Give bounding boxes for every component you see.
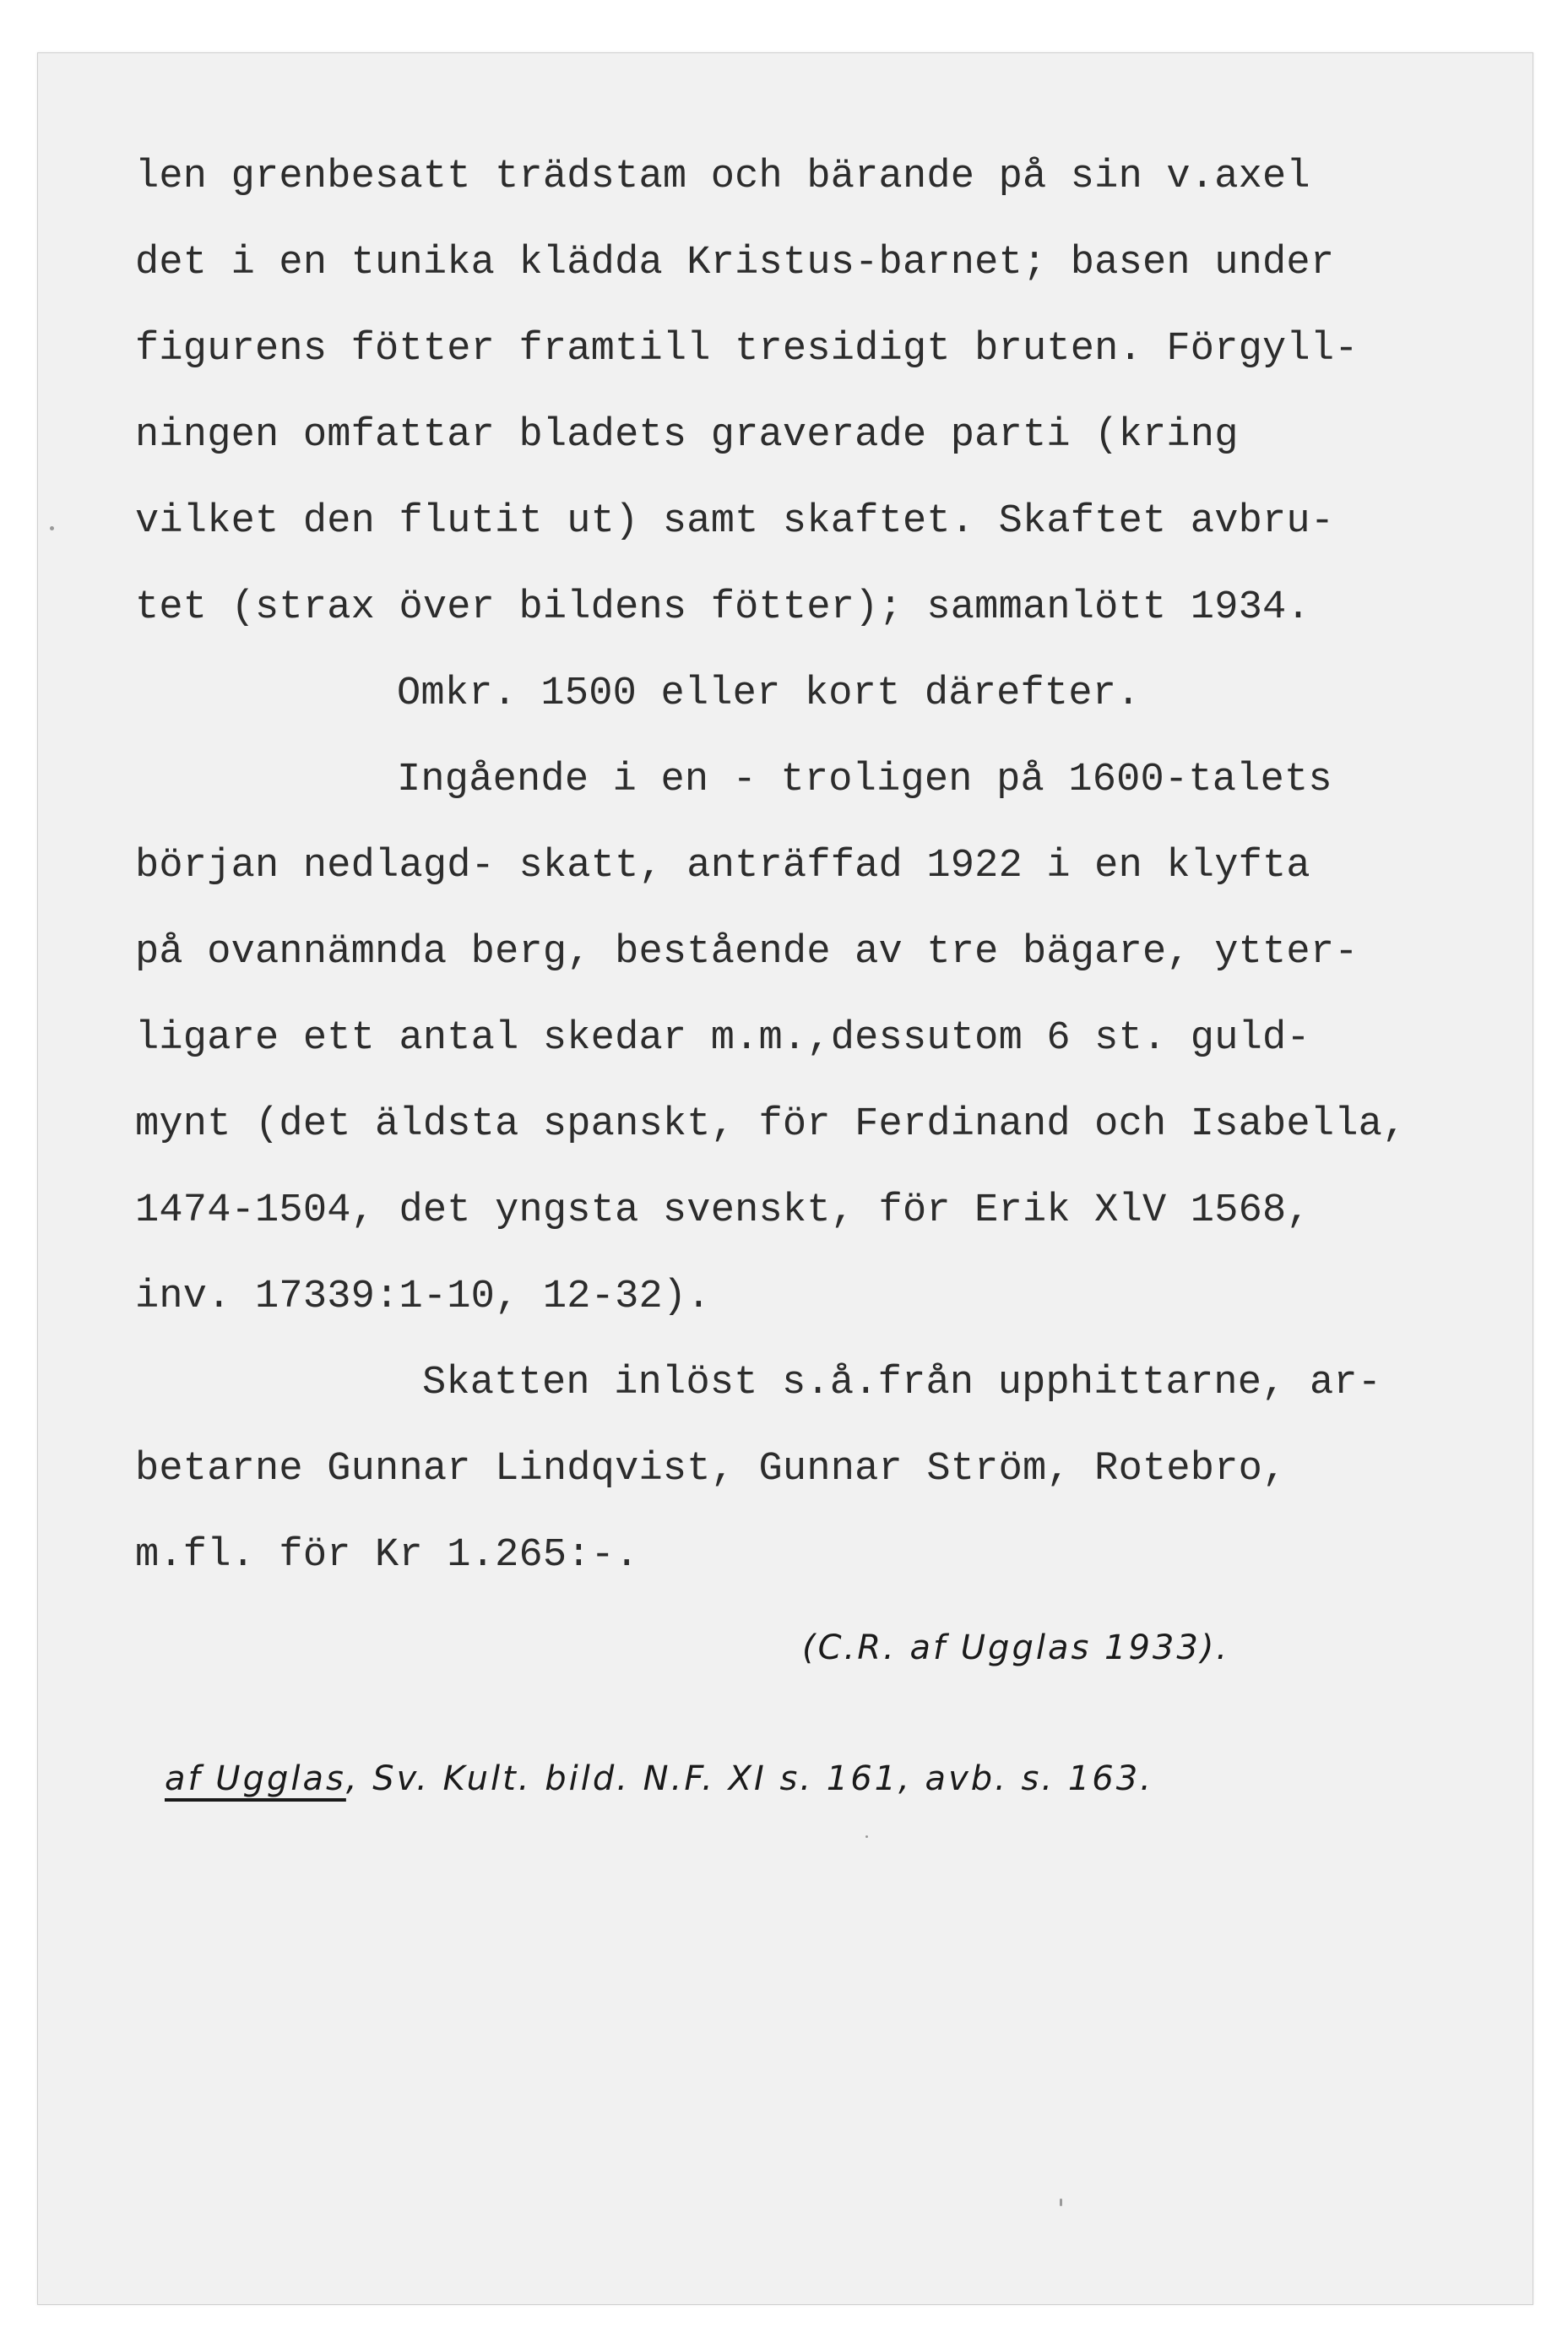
text-line-7: Omkr. 1500 eller kort därefter. bbox=[397, 671, 1141, 716]
handwritten-reference-author: af Ugglas bbox=[165, 1759, 346, 1798]
text-line-11: ligare ett antal skedar m.m.,dessutom 6 st. guld- bbox=[135, 1016, 1310, 1061]
handwritten-reference bbox=[165, 1759, 1153, 1798]
handwritten-reference-citation: , Sv. Kult. bild. N.F. XI s. 161, avb. s. 163. bbox=[345, 1759, 1153, 1798]
text-line-10: på ovannämnda berg, bestående av tre bägare, ytter- bbox=[135, 930, 1359, 975]
text-line-9: början nedlagd- skatt, anträffad 1922 i en klyfta bbox=[135, 844, 1310, 889]
text-line-2: det i en tunika klädda Kristus-barnet; basen under bbox=[135, 241, 1335, 285]
text-line-8: Ingående i en - troligen på 1600-talets bbox=[397, 758, 1332, 802]
text-line-6: tet (strax över bildens fötter); sammanlött 1934. bbox=[135, 585, 1310, 630]
text-line-3: figurens fötter framtill tresidigt bruten. Förgyll- bbox=[135, 327, 1359, 372]
text-line-12: mynt (det äldsta spanskt, för Ferdinand och Isabella, bbox=[135, 1102, 1407, 1147]
paper-speck bbox=[865, 1835, 868, 1838]
text-line-17: m.fl. för Kr 1.265:-. bbox=[135, 1533, 639, 1578]
text-line-13: 1474-1504, det yngsta svenskt, för Erik XlV 1568, bbox=[135, 1188, 1310, 1233]
paper-speck bbox=[50, 526, 54, 530]
text-line-4: ningen omfattar bladets graverade parti (kring bbox=[135, 413, 1239, 458]
text-line-16: betarne Gunnar Lindqvist, Gunnar Ström, Rotebro, bbox=[135, 1447, 1287, 1492]
text-line-14: inv. 17339:1-10, 12-32). bbox=[135, 1275, 711, 1319]
text-line-15: Skatten inlöst s.å.från upphittarne, ar- bbox=[422, 1361, 1382, 1405]
text-line-1: len grenbesatt trädstam och bärande på sin v.axel bbox=[135, 155, 1310, 199]
handwritten-signature: (C.R. af Ugglas 1933). bbox=[802, 1628, 1230, 1667]
document-card bbox=[37, 52, 1533, 2305]
paper-speck bbox=[1060, 2199, 1062, 2206]
text-line-5: vilket den flutit ut) samt skaftet. Skaftet avbru- bbox=[135, 499, 1335, 544]
